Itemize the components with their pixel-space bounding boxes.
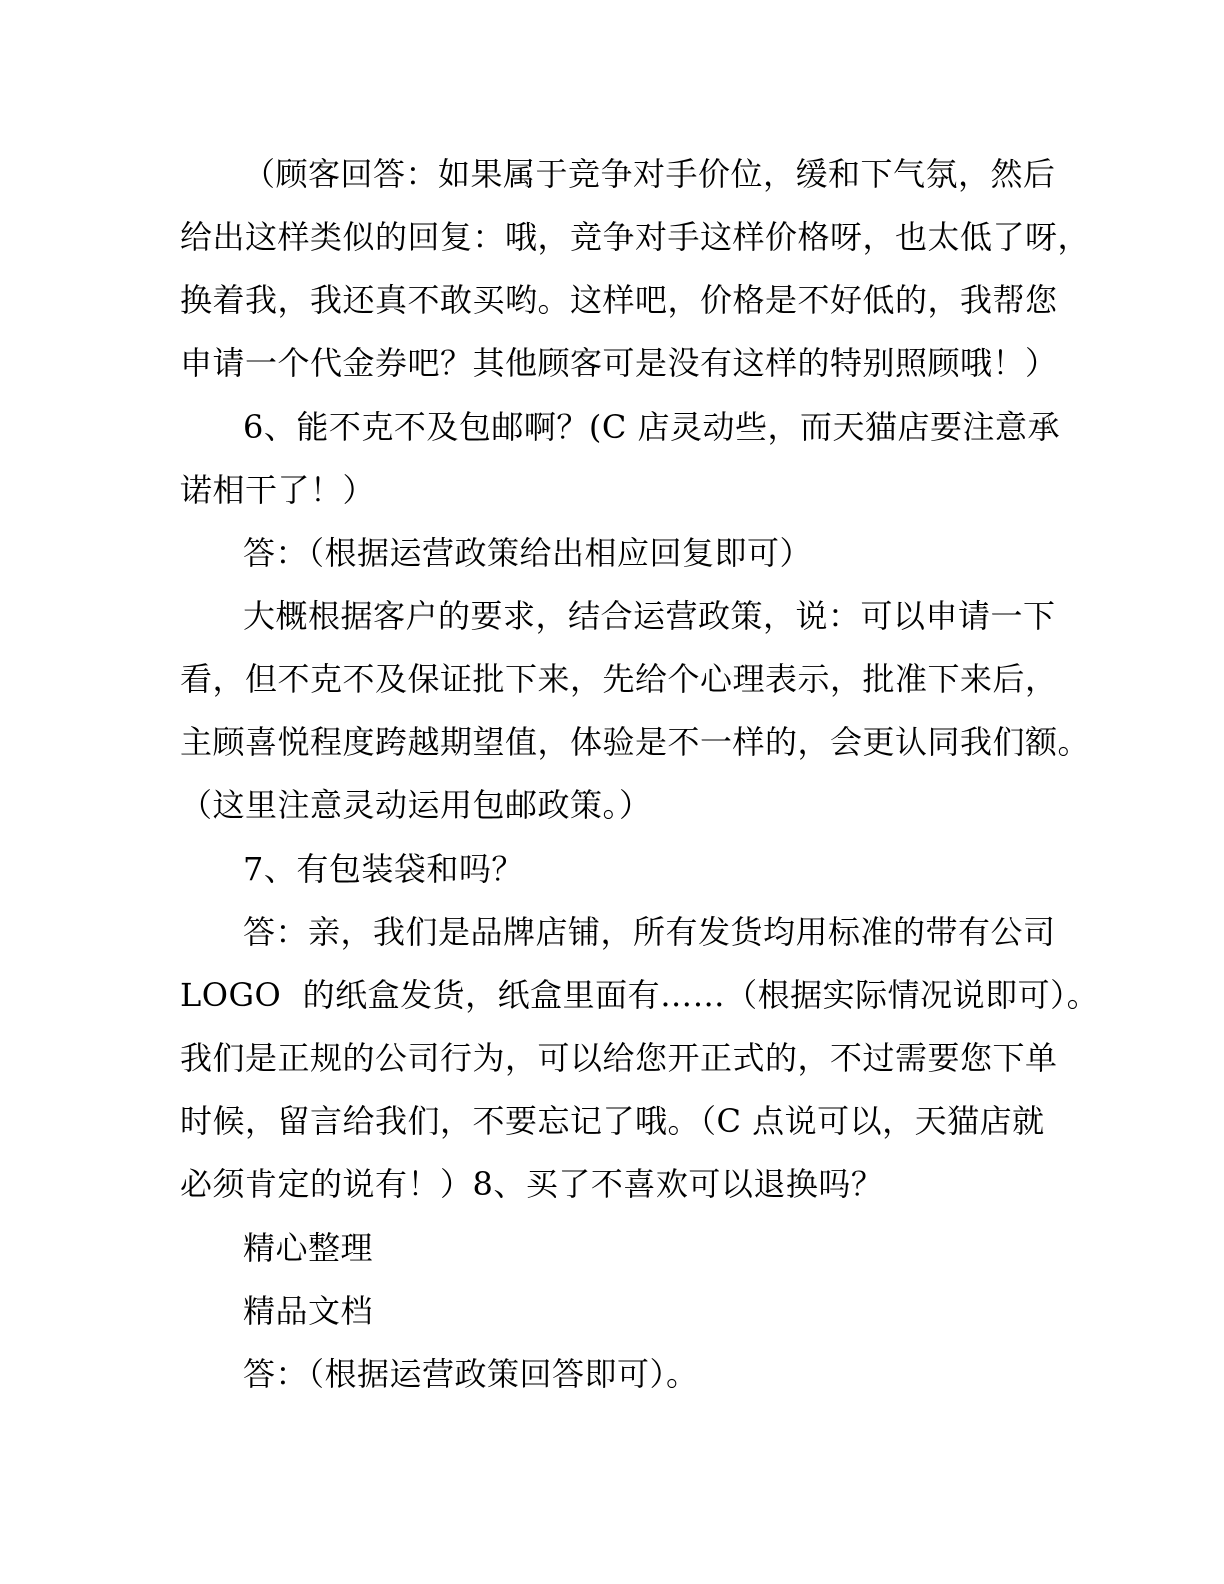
answer-line: 答：亲，我们是品牌店铺，所有发货均用标准的带有公司	[243, 913, 1056, 951]
paragraph-line: 给出这样类似的回复：哦，竞争对手这样价格呀，也太低了呀，	[180, 218, 1091, 256]
paragraph-line: 申请一个代金券吧？其他顾客可是没有这样的特别照顾哦！）	[180, 344, 1058, 382]
answer-line: 答：（根据运营政策给出相应回复即可）	[243, 534, 813, 572]
paragraph-line: 时候，留言给我们，不要忘记了哦。（C 点说可以，天猫店就	[180, 1102, 1045, 1140]
question-line: 7、有包装袋和吗？	[243, 850, 524, 888]
question-line: 6、能不克不及包邮啊？(C 店灵动些，而天猫店要注意承	[243, 408, 1061, 446]
paragraph-line: （顾客回答：如果属于竞争对手价位，缓和下气氛，然后	[243, 155, 1056, 193]
footer-note: 精心整理	[243, 1229, 374, 1267]
paragraph-line: 我们是正规的公司行为，可以给您开正式的，不过需要您下单	[180, 1039, 1058, 1077]
paragraph-line: （这里注意灵动运用包邮政策。）	[180, 786, 652, 824]
paragraph-line: 诺相干了！）	[180, 471, 376, 509]
footer-note: 精品文档	[243, 1292, 374, 1330]
paragraph-line: 大概根据客户的要求，结合运营政策，说：可以申请一下	[243, 597, 1056, 635]
paragraph-line: 换着我，我还真不敢买哟。这样吧，价格是不好低的，我帮您	[180, 281, 1058, 319]
answer-line: 答：（根据运营政策回答即可）。	[243, 1355, 699, 1393]
paragraph-line: 看，但不克不及保证批下来，先给个心理表示，批准下来后，	[180, 660, 1058, 698]
paragraph-line: LOGO 的纸盒发货，纸盒里面有……（根据实际情况说即可）。	[180, 976, 1100, 1014]
paragraph-line: 主顾喜悦程度跨越期望值，体验是不一样的，会更认同我们额。	[180, 723, 1091, 761]
paragraph-line: 必须肯定的说有！）8、买了不喜欢可以退换吗？	[180, 1165, 884, 1203]
